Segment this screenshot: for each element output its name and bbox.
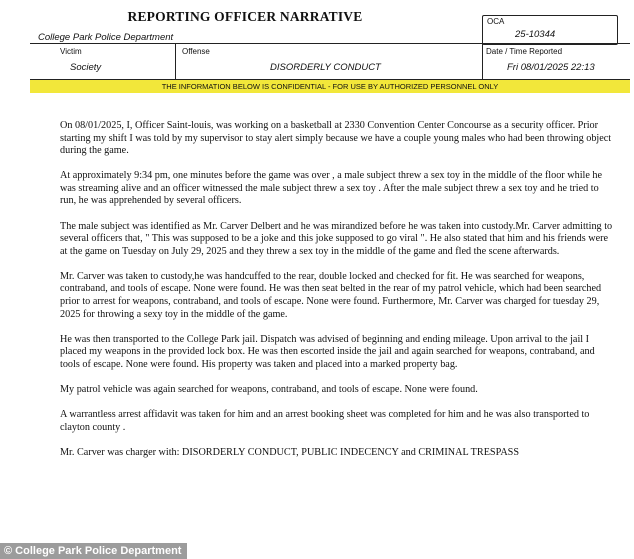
oca-box <box>482 15 618 45</box>
narrative-body <box>60 120 615 459</box>
form-divider-victim <box>175 43 176 79</box>
watermark-text: College Park Police Department <box>15 545 182 557</box>
datetime-label: Date / Time Reported <box>486 47 563 56</box>
narrative-paragraph: My patrol vehicle was again searched for weapons, contraband, and tools of escape. None were found. <box>60 384 478 395</box>
report-form-header <box>0 0 634 105</box>
datetime-value: Fri 08/01/2025 22:13 <box>507 62 595 73</box>
narrative-paragraph: He was then transported to the College Park jail. Dispatch was advised of beginning and ending mileage. Upon arrival to the jail I placed my weapons in the provided lock box. He was then escorted inside the jail and again searched for weapons, contraband, and tools of escape. None were found. His property was taken and placed into a marked property bag. <box>60 333 595 370</box>
narrative-paragraph: At approximately 9:34 pm, one minutes before the game was over , a male subject threw a sex toy in the middle of the floor while he was streaming alive and an officer witnessed the male subject threw a sex toy . After the male subject threw a sex toy and he tried to run, he was apprehended by several officers. <box>60 170 603 207</box>
narrative-paragraph: Mr. Carver was taken to custody,he was handcuffed to the rear, double locked and checked for fit. He was searched for weapons, contraband, and tools of escape. None were found. He was then seat belted in the rear of my patrol vehicle, which had been searched prior to arrest for weapons, contraband, and tools of escape. None were found. Furthermore, Mr. Carver was charged for tuesday 29, 2025 for throwing a sexy toy in the middle of the game. <box>60 270 602 320</box>
department-name: College Park Police Department <box>38 32 174 43</box>
source-watermark <box>0 543 187 559</box>
form-divider-offense <box>482 43 483 79</box>
report-title: REPORTING OFFICER NARRATIVE <box>127 9 363 24</box>
victim-label: Victim <box>60 47 82 56</box>
offense-value: DISORDERLY CONDUCT <box>270 62 381 73</box>
narrative-paragraph: A warrantless arrest affidavit was taken for him and an arrest booking sheet was completed for him and he was also transported to clayton county . <box>60 409 590 433</box>
watermark-copyright-icon: © <box>4 545 16 557</box>
narrative-paragraph: The male subject was identified as Mr. Carver Delbert and he was mirandized before he was taken into custody.Mr. Carver admitting to several officers that, " This was supposed to be a joke and this joke supposed to go viral ". He also stated that him and his friends were at the game on Tuesday on July 29, 2025 and they threw a sex toy in the middle of the game and fled the scene afterwards. <box>60 220 613 257</box>
victim-value: Society <box>70 62 102 73</box>
offense-label: Offense <box>182 47 210 56</box>
form-divider-top <box>30 43 630 44</box>
oca-value: 25-10344 <box>515 29 556 40</box>
confidential-notice: THE INFORMATION BELOW IS CONFIDENTIAL - FOR USE BY AUTHORIZED PERSONNEL ONLY <box>30 79 630 93</box>
oca-label: OCA <box>487 17 505 26</box>
narrative-paragraph: On 08/01/2025, I, Officer Saint-louis, was working on a basketball at 2330 Convention Center Concourse as a security officer. Prior starting my shift I was told by my supervisor to stay alert simply because we have a couple young males who had been throwing object during the game. <box>60 120 612 157</box>
narrative-paragraph: Mr. Carver was charger with: DISORDERLY CONDUCT, PUBLIC INDECENCY and CRIMINAL TRESPASS <box>60 446 520 458</box>
